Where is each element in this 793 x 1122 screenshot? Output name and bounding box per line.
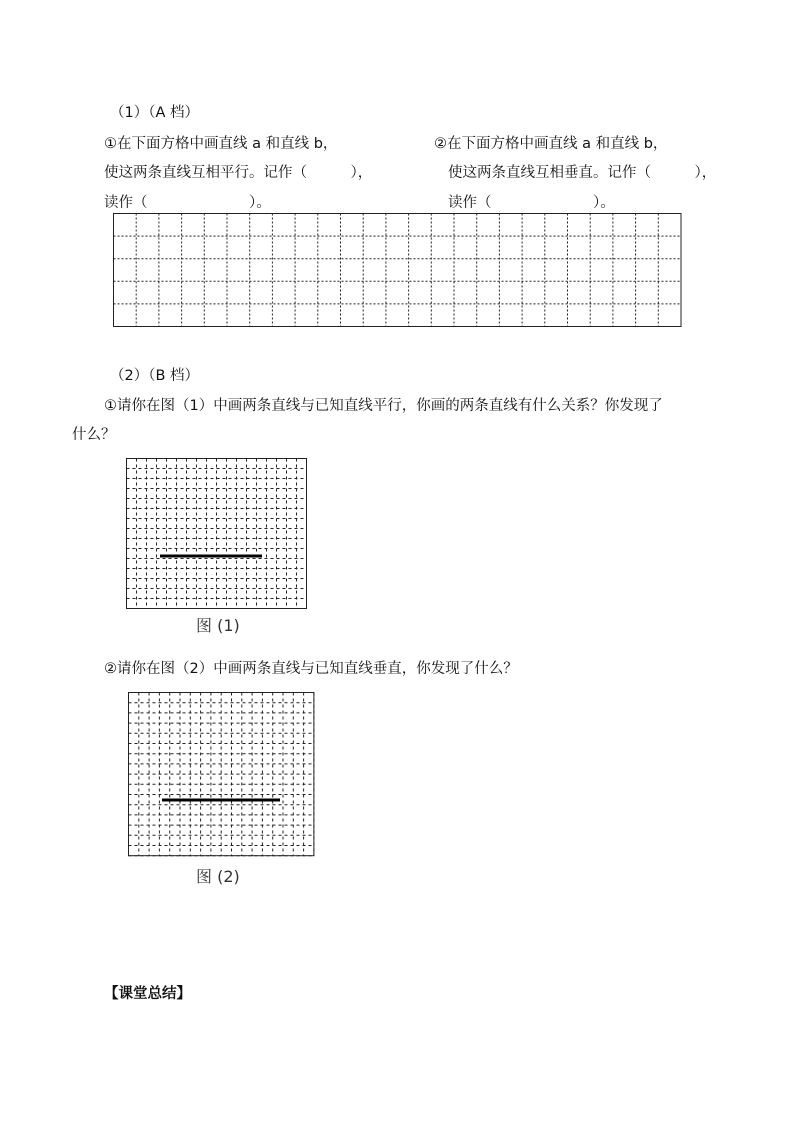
figure-1-grid[interactable]	[118, 456, 308, 611]
question-a1-line3: 读作（ ）。	[104, 195, 271, 211]
question-b2-line1: ②请你在图（2）中画两条直线与已知直线垂直，你发现了什么？	[104, 661, 518, 677]
section-a-header: （1）（A 档）	[110, 105, 200, 121]
question-a2-line3: 读作（ ）。	[448, 195, 615, 211]
figure-2-grid[interactable]	[126, 690, 316, 860]
figure-2-caption: 图 (2)	[196, 867, 240, 886]
section-a-drawing-grid[interactable]	[113, 213, 682, 327]
question-b1-line1: ①请你在图（1）中画两条直线与已知直线平行，你画的两条直线有什么关系？你发现了	[104, 398, 663, 414]
figure-1-caption: 图 (1)	[196, 616, 240, 635]
question-b1-line2: 什么？	[72, 427, 116, 443]
grid-border	[114, 214, 682, 327]
question-a1-line1: ①在下面方格中画直线 a 和直线 b，	[104, 136, 338, 152]
class-summary-heading: 【课堂总结】	[104, 986, 191, 1002]
section-b-header: （2）（B 档）	[110, 368, 200, 384]
question-a1-line2: 使这两条直线互相平行。记作（ ），	[104, 165, 373, 181]
question-a2-line1: ②在下面方格中画直线 a 和直线 b，	[434, 136, 668, 152]
question-a2-line2: 使这两条直线互相垂直。记作（ ），	[448, 165, 717, 181]
